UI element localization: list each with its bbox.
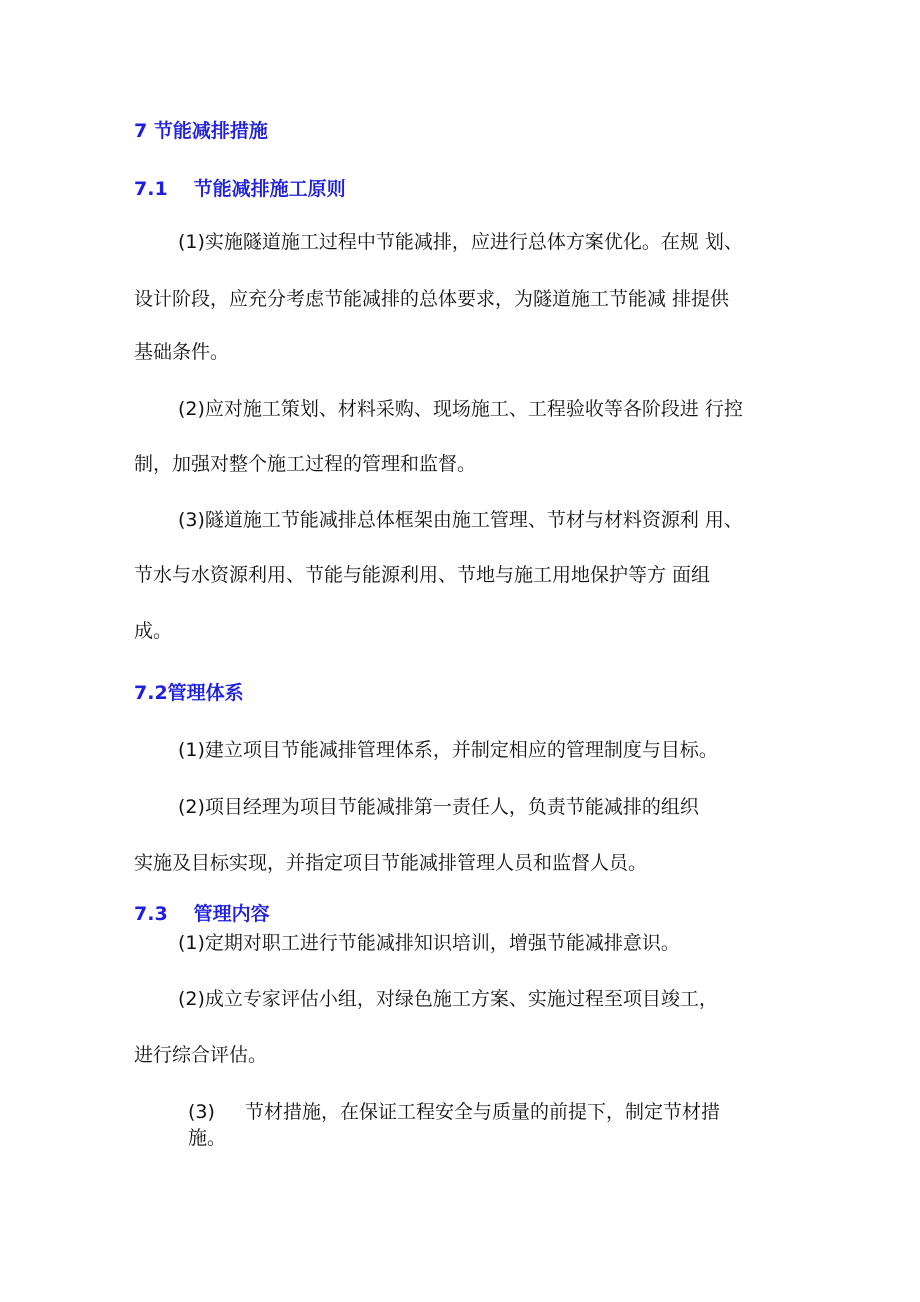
para-7-2-1: (1)建立项目节能减排管理体系，并制定相应的管理制度与目标。 [178,739,718,761]
para-7-2-2-line-2: 实施及目标实现，并指定项目节能减排管理人员和监督人员。 [134,852,648,874]
para-7-1-2-line-1: (2)应对施工策划、材料采购、现场施工、工程验收等各阶段进 行控 [178,398,743,420]
heading-7-3-number: 7.3 [134,903,168,925]
para-7-1-2-line-2: 制，加强对整个施工过程的管理和监督。 [134,453,477,475]
para-7-1-3-line-2: 节水与水资源利用、节能与能源利用、节地与施工用地保护等方 面组 [134,564,711,586]
heading-7-3-title: 管理内容 [193,903,270,925]
para-7-2-2-line-1: (2)项目经理为项目节能减排第一责任人，负责节能减排的组织 [178,796,699,818]
heading-7-1-number: 7.1 [134,178,168,200]
para-7-3-3-number: (3) [188,1101,215,1123]
para-7-1-1-line-2: 设计阶段，应充分考虑节能减排的总体要求，为隧道施工节能减 排提供 [134,288,730,310]
heading-7-2: 7.2管理体系 [134,682,244,704]
para-7-3-3-line-2: 施。 [188,1127,227,1149]
para-7-3-1: (1)定期对职工进行节能减排知识培训，增强节能减排意识。 [178,932,680,954]
heading-7: 7 节能减排措施 [134,120,268,142]
para-7-1-3-line-1: (3)隧道施工节能减排总体框架由施工管理、节材与材料资源利 用、 [178,509,743,531]
para-7-3-3-line-1: 节材措施，在保证工程安全与质量的前提下，制定节材措 [245,1101,721,1123]
para-7-1-1-line-1: (1)实施隧道施工过程中节能减排，应进行总体方案优化。在规 划、 [178,231,743,253]
para-7-3-2-line-2: 进行综合评估。 [134,1044,268,1066]
heading-7-1 [134,177,346,201]
heading-7-1-title: 节能减排施工原则 [193,178,346,200]
para-7-1-1-line-3: 基础条件。 [134,341,230,363]
para-7-3-2-line-1: (2)成立专家评估小组，对绿色施工方案、实施过程至项目竣工， [178,988,718,1010]
heading-7-3 [134,902,270,926]
para-7-1-3-line-3: 成。 [134,620,173,642]
